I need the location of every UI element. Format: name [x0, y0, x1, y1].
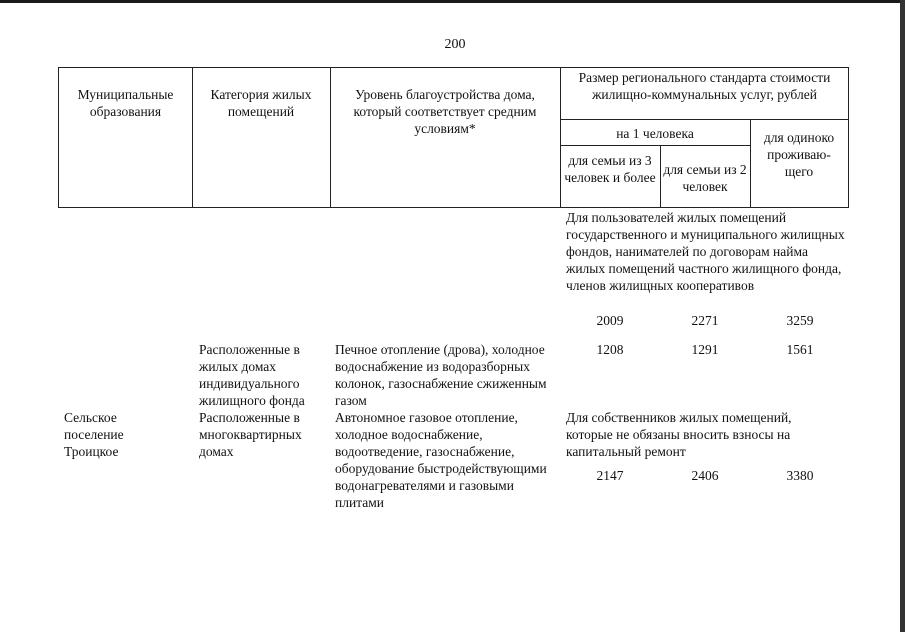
- header-standard: Размер регионального стандарта стоимости жилищно-коммунальных услуг, рублей: [578, 70, 831, 102]
- row-1-level: Печное отопление (дрова), холодное водоснабжение из водоразборных колонок, газоснабжение сжиженным газом: [335, 342, 547, 408]
- municipality-name: Сельское поселение Троицкое: [64, 410, 124, 459]
- page-number: 200: [444, 37, 466, 52]
- header-single: для одиноко проживаю-щего: [763, 130, 835, 179]
- group-1-value-family3: 2009: [596, 313, 624, 328]
- header-category: Категория жилых помещений: [210, 87, 312, 119]
- row-2-category: Расположенные в многоквартирных домах: [199, 410, 302, 459]
- row-1-category: Расположенные в жилых домах индивидуального жилищного фонда: [199, 342, 305, 408]
- group-2-title: Для собственников жилых помещений, которые не обязаны вносить взносы на капитальный ремонт: [566, 410, 792, 459]
- row-1-value-single: 1561: [786, 342, 814, 357]
- group-2-value-family3: 2147: [596, 468, 624, 483]
- scan-edge-right: [900, 0, 905, 632]
- row-1-value-family2: 1291: [691, 342, 719, 357]
- group-1-title: Для пользователей жилых помещений государственного и муниципального жилищных фондов, нанимателей по договорам найма жилых помещений частного жилищного фонда, членов жилищных кооперативов: [566, 210, 845, 293]
- group-1-value-family2: 2271: [691, 313, 719, 328]
- header-family-3: для семьи из 3 человек и более: [564, 153, 656, 185]
- header-family-2: для семьи из 2 человек: [663, 162, 747, 194]
- header-municipality: Муниципальные образования: [77, 87, 174, 119]
- row-2-level: Автономное газовое отопление, холодное водоснабжение, водоотведение, газоснабжение, оборудование быстродействующими водонагревателями и газовыми плитами: [335, 410, 547, 510]
- header-per-person: на 1 человека: [616, 126, 694, 141]
- header-level: Уровень благоустройства дома, который соответствует средним условиям*: [353, 87, 537, 136]
- group-2-value-family2: 2406: [691, 468, 719, 483]
- group-1-value-single: 3259: [786, 313, 814, 328]
- scan-edge-top: [0, 0, 905, 3]
- row-1-value-family3: 1208: [596, 342, 624, 357]
- group-2-value-single: 3380: [786, 468, 814, 483]
